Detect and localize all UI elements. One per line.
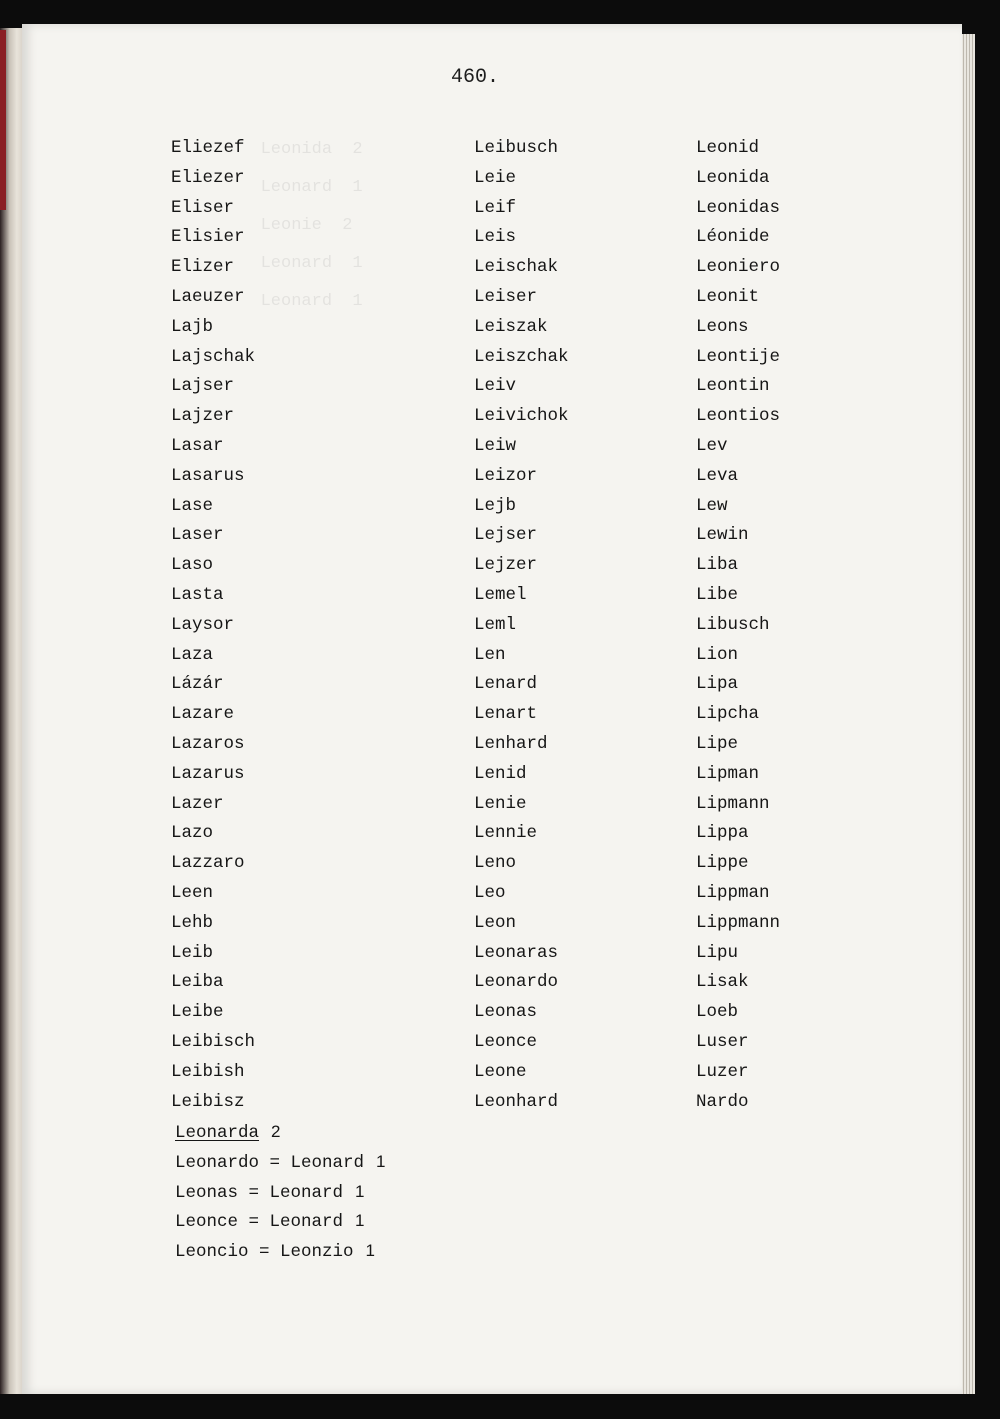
- name-entry: Lenart: [474, 704, 538, 725]
- name-entry: Leibisch: [171, 1031, 256, 1052]
- name-entry: Laysor: [171, 614, 235, 635]
- name-entry: Leis: [474, 227, 517, 248]
- name-entry: Lipu: [696, 942, 739, 963]
- variant-name: Leonce: [175, 1212, 239, 1233]
- name-entry: Lisak: [696, 972, 749, 993]
- name-entry: Lazo: [171, 823, 214, 844]
- name-entry: Leno: [474, 853, 517, 874]
- name-entry: Leiw: [474, 435, 517, 456]
- name-entry: Loeb: [696, 1002, 739, 1023]
- variant-name: Leonardo: [175, 1152, 260, 1173]
- name-entry: Lazzaro: [171, 853, 245, 874]
- book-binding: [0, 28, 24, 1394]
- variant-name: Leonarda: [175, 1123, 260, 1143]
- variant-name: Leoncio: [175, 1242, 249, 1263]
- name-entry: Leone: [474, 1061, 527, 1082]
- name-entry: Leontije: [696, 346, 781, 367]
- name-entry: Laso: [171, 555, 214, 576]
- name-entry: Laser: [171, 525, 224, 546]
- variant-name: Leonas: [175, 1182, 239, 1203]
- name-entry: Leib: [171, 942, 214, 963]
- variant-notes: [175, 1120, 386, 1269]
- name-entry: Lenid: [474, 763, 527, 784]
- name-entry: Leonce: [474, 1031, 538, 1052]
- name-entry: Leonhard: [474, 1091, 559, 1112]
- name-entry: Lipcha: [696, 704, 760, 725]
- variant-note: [175, 1150, 386, 1180]
- name-entry: Leml: [474, 614, 517, 635]
- name-column-2: [474, 136, 569, 1119]
- name-entry: Leonit: [696, 286, 760, 307]
- name-entry: Libusch: [696, 614, 770, 635]
- name-entry: Leonid: [696, 138, 760, 158]
- variant-note: [175, 1120, 386, 1150]
- name-entry: Eliezer: [171, 167, 245, 188]
- name-entry: Liba: [696, 555, 739, 576]
- name-entry: Lippa: [696, 823, 749, 844]
- name-entry: Lase: [171, 495, 214, 516]
- name-entry: Leizor: [474, 465, 538, 486]
- name-entry: Lenhard: [474, 733, 548, 754]
- name-entry: Lazarus: [171, 763, 245, 784]
- name-entry: Leontios: [696, 406, 781, 427]
- page-number: 460.: [451, 66, 500, 89]
- name-entry: Lejzer: [474, 555, 538, 576]
- name-entry: Lehb: [171, 912, 214, 933]
- name-entry: Eliser: [171, 197, 235, 218]
- variant-note: [175, 1209, 386, 1239]
- name-entry: Lajser: [171, 376, 235, 397]
- name-entry: Leonardo: [474, 972, 559, 993]
- binding-ribbon: [0, 30, 6, 210]
- name-entry: Lasta: [171, 584, 224, 605]
- name-entry: Leibe: [171, 1002, 224, 1023]
- name-entry: Lipmann: [696, 793, 770, 814]
- name-entry: Lippe: [696, 853, 749, 874]
- variant-count: 1: [376, 1151, 386, 1171]
- name-entry: Len: [474, 644, 506, 665]
- name-entry: Leibusch: [474, 138, 559, 158]
- name-entry: Elisier: [171, 227, 245, 248]
- name-entry: Lajb: [171, 316, 214, 337]
- name-entry: Leons: [696, 316, 749, 337]
- name-entry: Leif: [474, 197, 517, 218]
- name-entry: Leiszchak: [474, 346, 569, 367]
- name-entry: Lipe: [696, 733, 739, 754]
- name-entry: Leiba: [171, 972, 224, 993]
- name-entry: Laeuzer: [171, 286, 245, 307]
- name-entry: Leivichok: [474, 406, 569, 427]
- name-entry: Leiser: [474, 286, 538, 307]
- variant-equivalent: = Leonzio: [248, 1242, 354, 1263]
- name-entry: Lion: [696, 644, 739, 665]
- name-entry: Leonas: [474, 1002, 538, 1023]
- name-entry: Lipa: [696, 674, 739, 695]
- name-entry: Leibish: [171, 1061, 245, 1082]
- name-entry: Lev: [696, 435, 728, 456]
- name-entry: Eliezef: [171, 138, 245, 158]
- name-entry: Leiv: [474, 376, 517, 397]
- name-entry: Lenie: [474, 793, 527, 814]
- name-entry: Lazaros: [171, 733, 245, 754]
- name-column-3: [696, 136, 780, 1119]
- variant-count: 1: [365, 1241, 376, 1261]
- name-entry: Lejb: [474, 495, 517, 516]
- name-entry: Lippmann: [696, 912, 781, 933]
- name-entry: Leonida: [696, 167, 770, 188]
- name-entry: Lemel: [474, 584, 527, 605]
- name-entry: Leontin: [696, 376, 770, 397]
- name-entry: Leo: [474, 882, 506, 903]
- name-entry: Léonide: [696, 227, 770, 248]
- name-entry: Leonaras: [474, 942, 559, 963]
- name-entry: Luzer: [696, 1061, 749, 1082]
- name-entry: Libe: [696, 584, 739, 605]
- name-entry: Leie: [474, 167, 517, 188]
- name-entry: Lazer: [171, 793, 224, 814]
- variant-count: 1: [355, 1181, 365, 1201]
- name-entry: Lajschak: [171, 346, 256, 367]
- name-entry: Leon: [474, 912, 517, 933]
- name-entry: Lasarus: [171, 465, 245, 486]
- name-entry: Lazare: [171, 704, 235, 725]
- variant-count: 2: [271, 1122, 281, 1141]
- name-entry: Lasar: [171, 435, 224, 456]
- variant-count: 1: [355, 1211, 365, 1231]
- name-entry: Leibisz: [171, 1091, 245, 1112]
- name-entry: Nardo: [696, 1091, 749, 1112]
- name-entry: Lejser: [474, 525, 538, 546]
- variant-equivalent: = Leonard: [259, 1152, 365, 1173]
- variant-equivalent: = Leonard: [238, 1212, 344, 1233]
- variant-note: [175, 1180, 386, 1210]
- name-entry: Leiszak: [474, 316, 548, 337]
- name-entry: Leoniero: [696, 257, 781, 278]
- name-column-1: [171, 136, 255, 1119]
- name-entry: Laza: [171, 644, 214, 665]
- name-entry: Leva: [696, 465, 739, 486]
- name-entry: Lipman: [696, 763, 760, 784]
- name-entry: Leischak: [474, 257, 559, 278]
- name-entry: Lajzer: [171, 406, 235, 427]
- name-entry: Elizer: [171, 257, 235, 278]
- name-entry: Luser: [696, 1031, 749, 1052]
- variant-equivalent: = Leonard: [238, 1182, 344, 1203]
- name-entry: Leonidas: [696, 197, 781, 218]
- name-entry: Lew: [696, 495, 728, 516]
- name-entry: Lennie: [474, 823, 538, 844]
- name-entry: Lippman: [696, 882, 770, 903]
- name-entry: Lewin: [696, 525, 749, 546]
- name-entry: Lenard: [474, 674, 538, 695]
- variant-note: [175, 1239, 386, 1269]
- name-entry: Leen: [171, 882, 214, 903]
- name-entry: Lázár: [171, 674, 224, 695]
